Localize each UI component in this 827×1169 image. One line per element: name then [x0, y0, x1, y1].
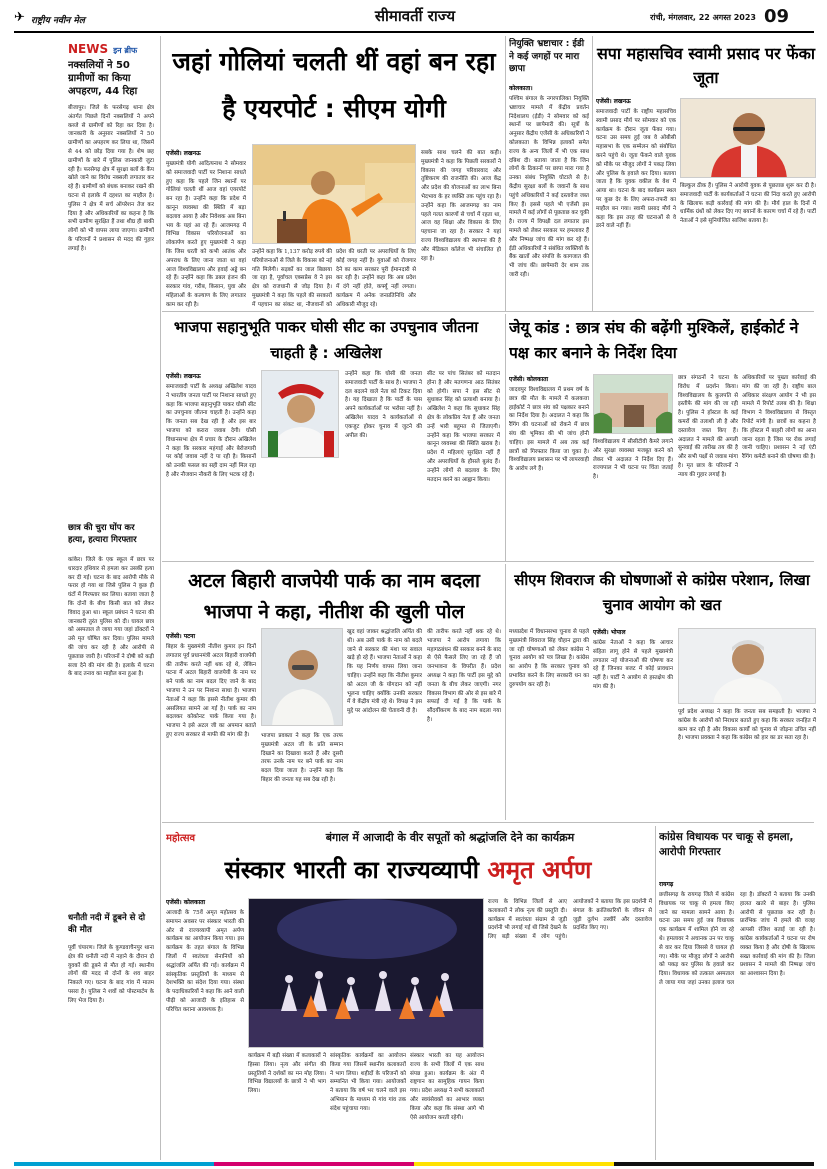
brief-2-body: कांकेर। जिले के एक स्कूल में छात्र पर धारदार हथियार से हमला कर उसकी हत्या कर दी गई। घटना के बाद आरोपी मौके से फरार हो गया था जिसे पुलिस ने कुछ ही घंटों में गिरफ्तार कर लिया। बताया जाता है कि दोनों के बीच किसी बात को लेकर विवाद हुआ था। स्कूल प्रबंधन ने घटना की जानकारी तुरंत पुलिस को दी। घायल छात्र को अस्पताल ले जाया गया जहां डॉक्टरों ने उसे मृत घोषित कर दिया। पुलिस मामले की जांच कर रही है और आरोपी से पूछताछ जारी है। परिजनों ने दोषी को कड़ी सजा देने की मांग की है। इलाके में घटना के बाद तनाव का माहौल बना हुआ है। — [68, 557, 154, 678]
ju-byline: एजेंसी। कोलकाता — [509, 376, 549, 383]
shivraj-photo-illustration — [679, 629, 816, 704]
shivraj-col2: कांग्रेस नेताओं ने कहा कि आचार संहिता लागू होने से पहले मुख्यमंत्री लगातार नई योजनाओं की घोषणा कर रहे हैं जिनका बजट में कोई प्रावधान नहीं है। पार्टी ने आयोग से हस्तक्षेप की मांग की है। — [593, 640, 673, 690]
sanskar-col3: सांस्कृतिक कार्यक्रमों का आयोजन किया गया जिसमें स्थानीय कलाकारों ने भाग लिया। शहीदों के परिजनों को सम्मानित भी किया गया। आयोजकों ने बताया कि वर्ष भर चलने वाले इस अभियान के माध्यम से गांव गांव तक संदेश पहुंचाया गया। — [330, 1053, 406, 1112]
brief-2-headline: छात्र की चुरा घोंप कर हत्या, हत्यारा गिरफ्तार — [68, 523, 137, 545]
spm-col2: बिल्कुल ठीक हैं। पुलिस ने आरोपी युवक से पूछताछ शुरू कर दी है। समाजवादी पार्टी के कार्यकर्ताओं ने घटना की निंदा करते हुए आरोपी के खिलाफ कड़ी कार्रवाई की मांग की है। मौर्य हाल के दिनों में धार्मिक ग्रंथों को लेकर दिए गए बयानों के कारण चर्चा में रहे हैं। पार्टी नेताओं ने इसे सुनियोजित साजिश बताया है। — [680, 183, 816, 225]
sanskar-headline-a: संस्कार भारती का राज्यव्यापी — [224, 856, 479, 884]
shivraj-headline: सीएम शिवराज की घोषणाओं से कांग्रेस परेशान, लिखा चुनाव आयोग को खत — [514, 571, 810, 614]
ed-body: पश्चिम बंगाल के नगरपालिका नियुक्ति भ्रष्टाचार मामले में केंद्रीय प्रवर्तन निदेशालय (ईडी) ने सोमवार को कई स्थानों पर छापेमारी की। सूत्रों के अनुसार केंद्रीय एजेंसी के अधिकारियों ने कोलकाता के विभिन्न इलाकों समेत राज्य के अन्य जिलों में भी एक साथ दबिश दी। बताया जाता है कि जिन लोगों के ठिकानों पर छापा मारा गया है उनका संबंध नियुक्ति घोटाले से है। केंद्रीय सुरक्षा बलों के जवानों के साथ पहुंचे अधिकारियों ने कई दस्तावेज जब्त किए हैं। इससे पहले भी एजेंसी इस मामले में कई लोगों से पूछताछ कर चुकी है। राज्य में विपक्षी दल लगातार इस मामले को लेकर सरकार पर हमलावर हैं और निष्पक्ष जांच की मांग कर रहे हैं। ईडी अधिकारियों ने संबंधित व्यक्तियों के बैंक खातों और संपत्ति के कागजात की भी जांच की। छापेमारी देर शाम तक जारी रही। — [509, 96, 589, 278]
lead-byline: एजेंसी। लखनऊ — [166, 150, 201, 157]
akhilesh-byline: एजेंसी। लखनऊ — [166, 373, 201, 380]
shivraj-col3: पूर्व प्रदेश अध्यक्ष ने कहा कि जनता सब समझती है। भाजपा ने कांग्रेस के आरोपों को निराधार बताते हुए कहा कि सरकार जनहित में काम कर रही है और विकास कार्यों को चुनाव से जोड़ना उचित नहीं है। भाजपा प्रवक्ता ने कहा कि कांग्रेस को हार का डर सता रहा है। — [678, 709, 816, 742]
page-number: 09 — [764, 6, 790, 27]
ju-col4: अधिकारियों पर पुख्ता कार्रवाई की मांग की जा रही है। राष्ट्रीय बाल अधिकार संरक्षण आयोग ने भी इस मामले में रिपोर्ट तलब की है। शिक्षा विभाग ने विश्वविद्यालय से विस्तृत रिपोर्ट मांगी है। छात्रों का कहना है कि हॉस्टल में बाहरी लोगों का आना जाना रहता है जिस पर रोक लगाई जानी चाहिए। प्रशासन ने नई एंटी रैगिंग कमेटी बनाने की घोषणा की है। — [742, 375, 816, 461]
lead-divider — [505, 36, 506, 312]
masthead-rule — [14, 31, 814, 33]
sanskar-col1: आजादी के 75वें अमृत महोत्सव के समापन अवसर पर संस्कार भारती की ओर से राज्यव्यापी अमृत अर्पण कार्यक्रम का आयोजन किया गया। इस कार्यक्रम के तहत बंगाल के विभिन्न जिलों में स्वतंत्रता सेनानियों को श्रद्धांजलि अर्पित की गई। कार्यक्रम में सांस्कृतिक प्रस्तुतियों के माध्यम से देशभक्ति का संदेश दिया गया। संस्था के पदाधिकारियों ने कहा कि आने वाली पीढ़ी को आजादी के इतिहास से परिचित कराना आवश्यक है। — [166, 910, 244, 1013]
sanskar-col4: संस्कार भारती का यह आयोजन राज्य के सभी जिलों में एक साथ संपन्न हुआ। कार्यक्रम के अंत में राष्ट्रगान का सामूहिक गायन किया गया। प्रदेश अध्यक्ष ने सभी कलाकारों और स्वयंसेवकों का आभार व्यक्त किया और कहा कि संस्था आगे भी ऐसे आयोजन करती रहेगी। — [410, 1053, 484, 1121]
yogi-photo — [252, 144, 416, 244]
cong-byline: रायगढ़ — [659, 881, 674, 888]
sanskar-kicker: महोत्सव — [166, 833, 196, 844]
in-brief-label: इन ब्रीफ — [113, 46, 138, 54]
ju-col2: विश्वविद्यालय में सीसीटीवी कैमरे लगाने और सुरक्षा व्यवस्था मजबूत करने को लेकर भी अदालत ने निर्देश दिए हैं। राज्यपाल ने भी घटना पर चिंता जताई है। — [593, 439, 673, 481]
nitish-photo — [261, 628, 343, 726]
akhilesh-divider — [505, 314, 506, 562]
akhilesh-col2: उन्होंने कहा कि घोसी की जनता समाजवादी पार्टी के साथ है। भाजपा ने दल बदलने वाले नेता को टिकट दिया है। यह दिखाता है कि पार्टी के पास अपने कार्यकर्ताओं पर भरोसा नहीं है। अखिलेश यादव ने कार्यकर्ताओं से एकजुट होकर चुनाव में जुटने की अपील की। — [345, 371, 422, 439]
nitish-photo-illustration — [262, 629, 343, 726]
spm-col1: समाजवादी पार्टी के राष्ट्रीय महासचिव स्वामी प्रसाद मौर्य पर सोमवार को एक कार्यक्रम के दौरान जूता फेंका गया। घटना उस समय हुई जब वे ओबीसी महासभा के एक सम्मेलन को संबोधित करने पहुंचे थे। जूता फेंकने वाले युवक को मौके पर मौजूद लोगों ने पकड़ लिया और पुलिस के हवाले कर दिया। बताया जाता है कि युवक वकील के वेश में आया था। घटना के बाद कार्यक्रम स्थल पर कुछ देर के लिए अफरा-तफरी का माहौल बन गया। स्वामी प्रसाद मौर्य ने कहा कि इस तरह की घटनाओं से वे डरने वाले नहीं हैं। — [596, 109, 676, 230]
atal-byline: एजेंसी। पटना — [166, 633, 196, 640]
dance-performance-photo — [248, 898, 484, 1048]
row2-bottom-rule — [162, 561, 814, 562]
dance-performance-photo-illustration — [249, 899, 484, 1048]
briefs-divider — [160, 36, 161, 1160]
akhilesh-photo — [261, 370, 339, 458]
lead-col1: मुख्यमंत्री योगी आदित्यनाथ ने सोमवार को समाजवादी पार्टी पर निशाना साधते हुए कहा कि पहले जिन स्थानों पर गोलियां चलती थीं आज वहां एयरपोर्ट बन रहा है। उन्होंने कहा कि प्रदेश में कानून व्यवस्था की स्थिति में बड़ा बदलाव आया है और निवेशक अब बिना भय के यहां आ रहे हैं। आजमगढ़ में विभिन्न विकास परियोजनाओं का लोकार्पण करते हुए मुख्यमंत्री ने कहा कि जिस धरती को कभी आतंक और अपराध के लिए जाना जाता था वहां आज विश्वविद्यालय और हवाई अड्डे बन रहे हैं। उन्होंने कहा कि डबल इंजन की सरकार गांव, गरीब, किसान, युवा और महिलाओं के कल्याण के लिए लगातार काम कर रही है। — [166, 161, 246, 308]
lead-headline: जहां गोलियां चलती थीं वहां बन रहा है एयरपोर्ट : सीएम योगी — [172, 47, 496, 123]
ed-byline: कोलकाता। — [509, 85, 533, 92]
brief-1-headline: नक्सलियों ने 50 ग्रामीणों का किया अपहरण, 44 रिहा — [68, 60, 138, 97]
sanskar-col2: कार्यक्रम में बड़ी संख्या में कलाकारों ने हिस्सा लिया। नृत्य और संगीत की प्रस्तुतियों ने दर्शकों का मन मोह लिया। विभिन्न विद्यालयों के छात्रों ने भी भाग लिया। — [248, 1053, 326, 1095]
news-in-brief-label — [68, 38, 156, 54]
logo-text: राष्ट्रीय नवीन मेल — [31, 16, 85, 26]
sanskar-byline: एजेंसी। कोलकाता — [166, 899, 206, 906]
ju-headline: जेयू कांड : छात्र संघ की बढ़ेंगी मुश्किलें, हाईकोर्ट ने पक्ष कार बनाने के निर्देश दिया — [509, 319, 799, 362]
shivraj-photo — [678, 628, 816, 704]
cong-headline: कांग्रेस विधायक पर चाकू से हमला, आरोपी गिरफ्तार — [659, 831, 794, 858]
akhilesh-headline: भाजपा सहानुभूति पाकर घोसी सीट का उपचुनाव जीतना चाहती है : अखिलेश — [173, 318, 479, 362]
print-color-bar — [14, 1162, 814, 1166]
sanskar-headline-b: अमृत अर्पण — [487, 856, 592, 884]
sanskar-headline — [166, 850, 650, 890]
spm-headline: सपा महासचिव स्वामी प्रसाद पर फेंका जूता — [596, 44, 816, 87]
yogi-photo-illustration — [253, 145, 416, 244]
ed-headline: नियुक्ति भ्रष्टाचार : ईडी ने कई जगहों पर मारा छापा — [509, 39, 585, 74]
shivraj-col1: मध्यप्रदेश में विधानसभा चुनाव से पहले मुख्यमंत्री शिवराज सिंह चौहान द्वारा की जा रही घोषणाओं को लेकर कांग्रेस ने चुनाव आयोग को पत्र लिखा है। कांग्रेस का आरोप है कि सरकार चुनाव को प्रभावित करने के लिए सरकारी धन का दुरुपयोग कर रही है। — [509, 629, 589, 688]
atal-col4: की तारीफ करते नहीं थक रहे थे। भाजपा ने आरोप लगाया कि महागठबंधन की सरकार बनने के बाद से ऐसे फैसले लिए जा रहे हैं जो जनभावना के विपरीत हैं। प्रदेश अध्यक्ष ने कहा कि पार्टी इस मुद्दे को जनता के बीच लेकर जाएगी। नगर विकास विभाग की ओर से इस बारे में सफाई दी गई है कि पार्क के सौंदर्यीकरण के बाद नाम बदला गया है। — [427, 629, 501, 723]
atal-col2: भाजपा प्रवक्ता ने कहा कि एक तरफ मुख्यमंत्री अटल जी के प्रति सम्मान दिखाने का दिखावा करते हैं और दूसरी तरफ उनके नाम पर बने पार्क का नाम बदल दिया जाता है। उन्होंने कहा कि बिहार की जनता यह सब देख रही है। — [261, 733, 343, 783]
ju-campus-photo-illustration — [594, 375, 673, 434]
sanskar-col5: राज्य के विभिन्न जिलों से आए कलाकारों ने लोक नृत्य की प्रस्तुति दी। कार्यक्रम में स्वतंत्रता संग्राम से जुड़ी प्रदर्शनी भी लगाई गई थी जिसे देखने के लिए बड़ी संख्या में लोग पहुंचे। आयोजकों ने बताया कि इस प्रदर्शनी में बंगाल के क्रांतिकारियों के जीवन से जुड़ी दुर्लभ तस्वीरें और दस्तावेज प्रदर्शित किए गए। — [488, 899, 652, 941]
masthead-logo — [14, 8, 174, 30]
row3-bottom-rule — [162, 822, 814, 823]
spm-byline: एजेंसी। लखनऊ — [596, 98, 631, 105]
brief-3-headline: धनौती नदी में डूबने से दो की मौत — [68, 913, 146, 935]
brief-3-body: पूर्वी चंपारण। जिले के कुण्डवाचैनपुर थाना क्षेत्र की धनौती नदी में नहाने के दौरान दो युवकों की डूबने से मौत हो गई। स्थानीय लोगों की मदद से दोनों के शव बाहर निकाले गए। घटना के बाद गांव में मातम पसरा है। पुलिस ने शवों को पोस्टमार्टम के लिए भेज दिया है। — [68, 945, 154, 1004]
row1-bottom-rule — [162, 311, 814, 312]
ed-divider — [592, 36, 593, 312]
atal-col1: बिहार के मुख्यमंत्री नीतीश कुमार इन दिनों लगातार पूर्व प्रधानमंत्री अटल बिहारी वाजपेयी की तारीफ करते नहीं थक रहे थे, लेकिन पटना में अटल बिहारी वाजपेयी के नाम पर बने पार्क का नाम बदल दिए जाने के बाद भाजपा ने उन पर निशाना साधा है। भाजपा नेताओं ने कहा कि इससे नीतीश कुमार की असलियत सामने आ गई है। पार्क का नाम बदलकर कोकोनट पार्क किया गया है। भाजपा ने इसे अटल जी का अपमान बताते हुए राज्य सरकार से माफी की मांग की है। — [166, 644, 256, 738]
ju-campus-photo — [593, 374, 673, 434]
atal-headline: अटल बिहारी वाजपेयी पार्क का नाम बदला भाजपा ने कहा, नीतीश की खुली पोल — [188, 570, 480, 623]
lead-col2: उन्होंने कहा कि 1,137 करोड़ रुपये की परियोजनाओं से जिले के विकास को नई गति मिलेगी। सड़कों का जाल बिछाया जा रहा है, पूर्वांचल एक्सप्रेस वे ने इस क्षेत्र को राजधानी से जोड़ दिया है। मुख्यमंत्री ने कहा कि पहले की सरकारों में पहचान का संकट था, नौजवानों को — [252, 249, 332, 308]
lead-col3: प्रदेश की धरती पर अपराधियों के लिए कोई जगह नहीं है। युवाओं को रोजगार देने का काम सरकार पूरी ईमानदारी से कर रही है। उन्होंने कहा कि अब प्रदेश में दंगे नहीं होते, कर्फ्यू नहीं लगता। कार्यक्रम में अनेक जनप्रतिनिधि और अधिकारी मौजूद रहे। — [336, 249, 416, 308]
atal-divider — [505, 564, 506, 820]
news-label: NEWS — [68, 42, 109, 54]
dateline: रांची, मंगलवार, 22 अगस्त 2023 — [650, 13, 756, 22]
section-title: सीमावर्ती राज्य — [374, 7, 456, 25]
shivraj-byline: एजेंसी। भोपाल — [593, 629, 626, 636]
ju-col3: छात्र संगठनों ने घटना के विरोध में प्रदर्शन किया। विश्वविद्यालय के कुलपति से इस्तीफे की मांग की जा रही है। पुलिस ने हॉस्टल के कई कमरों की तलाशी ली है और दस्तावेज जब्त किए हैं। अदालत ने मामले की अगली सुनवाई की तारीख तय की है और सभी पक्षों से जवाब मांगा है। मृत छात्र के परिजनों ने न्याय की गुहार लगाई है। — [678, 375, 738, 478]
lead-col4: सबके साथ चलने की बात कही। मुख्यमंत्री ने कहा कि पिछली सरकारों ने विकास की जगह परिवारवाद और तुष्टिकरण की राजनीति की। आज केंद्र और प्रदेश की योजनाओं का लाभ बिना भेदभाव के हर व्यक्ति तक पहुंच रहा है। उन्होंने कहा कि आजमगढ़ का नाम पहले गलत कारणों से चर्चा में रहता था, आज वह शिक्षा और विकास के लिए पहचाना जा रहा है। सरकार ने यहां राज्य विश्वविद्यालय की स्थापना की है और मेडिकल कॉलेज भी संचालित हो रहा है। — [421, 150, 501, 262]
swami-prasad-photo-illustration — [681, 99, 816, 178]
cong-body: छत्तीसगढ़ के रायगढ़ जिले में कांग्रेस विधायक पर चाकू से हमला किए जाने का मामला सामने आया है। घटना उस समय हुई जब विधायक एक कार्यक्रम में शामिल होने जा रहे थे। हमलावर ने अचानक उन पर चाकू से वार कर दिया जिससे वे घायल हो गए। मौके पर मौजूद लोगों ने आरोपी को पकड़ कर पुलिस के हवाले कर दिया। विधायक को तत्काल अस्पताल ले जाया गया जहां उनका इलाज चल रहा है। डॉक्टरों ने बताया कि उनकी हालत खतरे से बाहर है। पुलिस आरोपी से पूछताछ कर रही है। प्रारंभिक जांच में हमले की वजह आपसी रंजिश बताई जा रही है। कांग्रेस कार्यकर्ताओं ने घटना पर रोष व्यक्त किया है और दोषी के खिलाफ सख्त कार्रवाई की मांग की है। जिला प्रशासन ने मामले की निष्पक्ष जांच का आश्वासन दिया है। — [659, 892, 815, 986]
akhilesh-col1: समाजवादी पार्टी के अध्यक्ष अखिलेश यादव ने भारतीय जनता पार्टी पर निशाना साधते हुए कहा कि भाजपा सहानुभूति पाकर घोसी सीट का उपचुनाव जीतना चाहती है। उन्होंने कहा कि जनता सब देख रही है और इस बार भाजपा को करारा जवाब देगी। घोसी विधानसभा क्षेत्र में प्रचार के दौरान अखिलेश ने कहा कि सरकार महंगाई और बेरोजगारी पर कोई जवाब नहीं दे पा रही है। किसानों को उनकी फसल का सही दाम नहीं मिल रहा है और नौजवान नौकरी के लिए भटक रहे हैं। — [166, 384, 256, 478]
bird-icon: ✈ — [14, 10, 25, 25]
cong-divider — [655, 826, 656, 1160]
ju-col1: जादवपुर विश्वविद्यालय में प्रथम वर्ष के छात्र की मौत के मामले में कलकत्ता हाईकोर्ट ने छात्र संघ को पक्षकार बनाने का निर्देश दिया है। अदालत ने कहा कि रैगिंग की घटनाओं को रोकने में छात्र संघ की भूमिका की भी जांच होनी चाहिए। इस मामले में अब तक कई छात्रों को गिरफ्तार किया जा चुका है। विश्वविद्यालय प्रशासन पर भी लापरवाही के आरोप लगे हैं। — [509, 387, 589, 473]
swami-prasad-photo — [680, 98, 816, 178]
akhilesh-photo-illustration — [262, 371, 339, 458]
atal-col3: खुद वहां जाकर श्रद्धांजलि अर्पित की थी। अब उसी पार्क के नाम को बदले जाने से सरकार की मंशा पर सवाल खड़े हो रहे हैं। भाजपा नेताओं ने कहा कि यह निर्णय वापस लिया जाना चाहिए। उन्होंने कहा कि नीतीश कुमार को अटल जी के योगदान को नहीं भूलना चाहिए क्योंकि उनकी सरकार में वे केंद्रीय मंत्री रहे थे। विपक्ष ने इस मुद्दे पर आंदोलन की चेतावनी दी है। — [347, 629, 422, 715]
sanskar-subhead: बंगाल में आजादी के वीर सपूतों को श्रद्धांजलि देने का कार्यक्रम — [325, 831, 575, 844]
akhilesh-col3: सीट पर पांच सितंबर को मतदान होना है और मतगणना आठ सितंबर को होगी। सपा ने इस सीट से सुधाकर सिंह को प्रत्याशी बनाया है। अखिलेश ने कहा कि सुधाकर सिंह क्षेत्र के लोकप्रिय नेता हैं और जनता उन्हें भारी बहुमत से जिताएगी। उन्होंने कहा कि भाजपा सरकार में कानून व्यवस्था की स्थिति खराब है। प्रदेश में महिलाएं सुरक्षित नहीं हैं और अपराधियों के हौसले बुलंद हैं। उन्होंने लोगों से बदलाव के लिए मतदान करने का आह्वान किया। — [427, 371, 500, 483]
brief-1-body: बीजापुर। जिले के फरसेगढ़ थाना क्षेत्र अंतर्गत पिछले दिनों नक्सलियों ने अपने कब्जे से ग्रामीणों को रिहा कर दिया है। जानकारी के अनुसार नक्सलियों ने 50 ग्रामीणों का अपहरण कर लिया था, जिसमें से 44 को छोड़ दिया गया है। शेष छह ग्रामीणों के बारे में पुलिस जानकारी जुटा रही है। फरसेगढ़ क्षेत्र में सुरक्षा बलों के कैंप खोले जाने का विरोध नक्सली लगातार कर रहे हैं। ग्रामीणों को बंधक बनाकर रखने की घटना से इलाके में दहशत का माहौल है। पुलिस ने क्षेत्र में सर्च ऑपरेशन तेज कर दिया है और अधिकारियों का कहना है कि सभी ग्रामीण सुरक्षित हैं तथा शीघ्र ही बाकी लोगों को भी वापस लाया जाएगा। ग्रामीणों के परिजनों ने प्रशासन से मदद की गुहार लगाई है। — [68, 105, 154, 252]
